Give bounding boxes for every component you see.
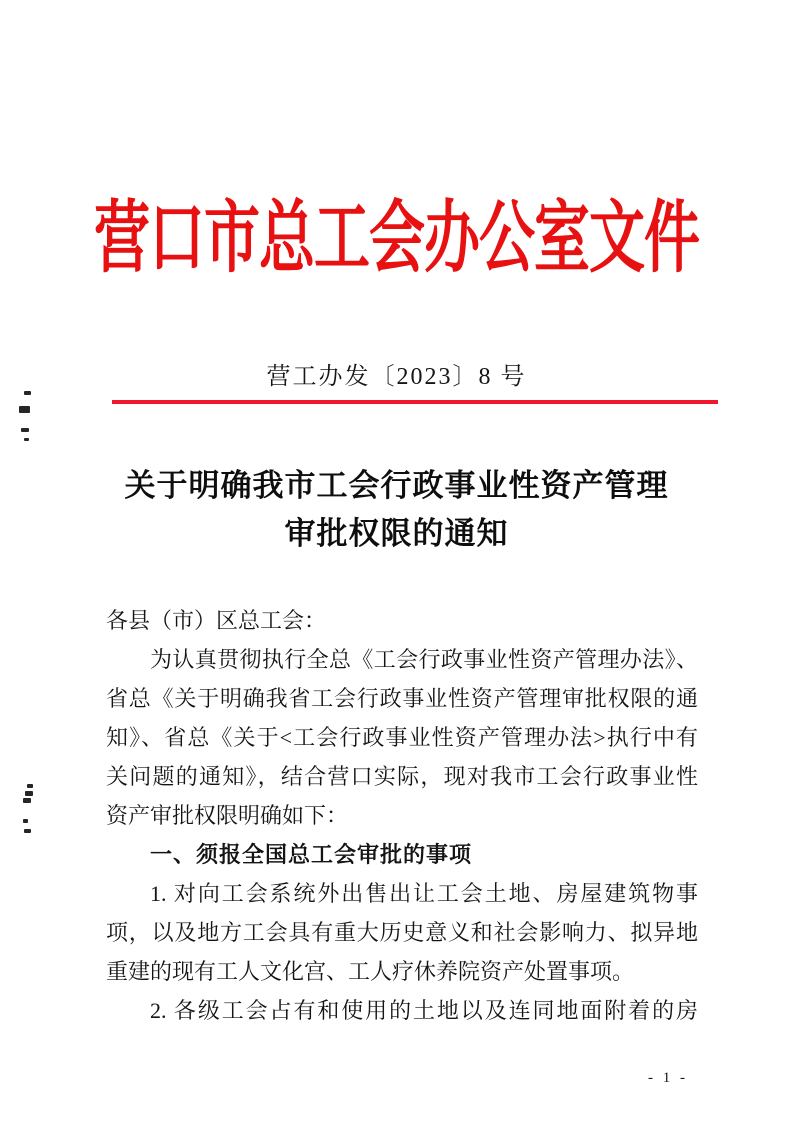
section-heading: 一、须报全国总工会审批的事项 — [150, 842, 473, 867]
document-body — [106, 601, 698, 1030]
scan-artifact — [23, 798, 31, 803]
body-line: 各县（市）区总工会： — [106, 608, 327, 633]
body-line: 关问题的通知》，结合营口实际，现对我市工会行政事业性 — [106, 764, 698, 789]
scan-artifact — [24, 391, 31, 395]
body-line: 为认真贯彻执行全总《工会行政事业性资产管理办法》、 — [150, 647, 698, 672]
document-title-line-2: 审批权限的通知 — [284, 516, 509, 551]
red-separator-line — [112, 400, 718, 404]
red-banner-title — [0, 193, 793, 282]
document-title — [0, 462, 793, 558]
scan-artifact — [25, 791, 33, 796]
scan-artifact — [24, 438, 29, 441]
scan-artifact — [24, 829, 31, 833]
document-title-line-1: 关于明确我市工会行政事业性资产管理 — [124, 468, 669, 503]
body-line: 省总《关于明确我省工会行政事业性资产管理审批权限的通 — [106, 686, 698, 711]
body-line: 知》、省总《关于<工会行政事业性资产管理办法>执行中有 — [106, 725, 698, 750]
body-line: 2. 各级工会占有和使用的土地以及连同地面附着的房 — [150, 998, 698, 1023]
body-line: 1. 对向工会系统外出售出让工会土地、房屋建筑物事 — [150, 881, 698, 906]
scan-artifact — [21, 428, 29, 432]
scan-artifact — [19, 406, 30, 413]
page-number: - 1 - — [648, 1070, 688, 1086]
body-line: 资产审批权限明确如下： — [106, 803, 349, 828]
body-line: 项，以及地方工会具有重大历史意义和社会影响力、拟异地 — [106, 920, 698, 945]
red-banner-title-text: 营口市总工会办公室文件 — [94, 193, 699, 282]
scan-artifact — [23, 819, 28, 823]
body-line: 重建的现有工人文化宫、工人疗休养院资产处置事项。 — [106, 959, 635, 984]
document-number: 营工办发〔2023〕8 号 — [266, 364, 527, 390]
scan-artifact — [27, 784, 33, 788]
